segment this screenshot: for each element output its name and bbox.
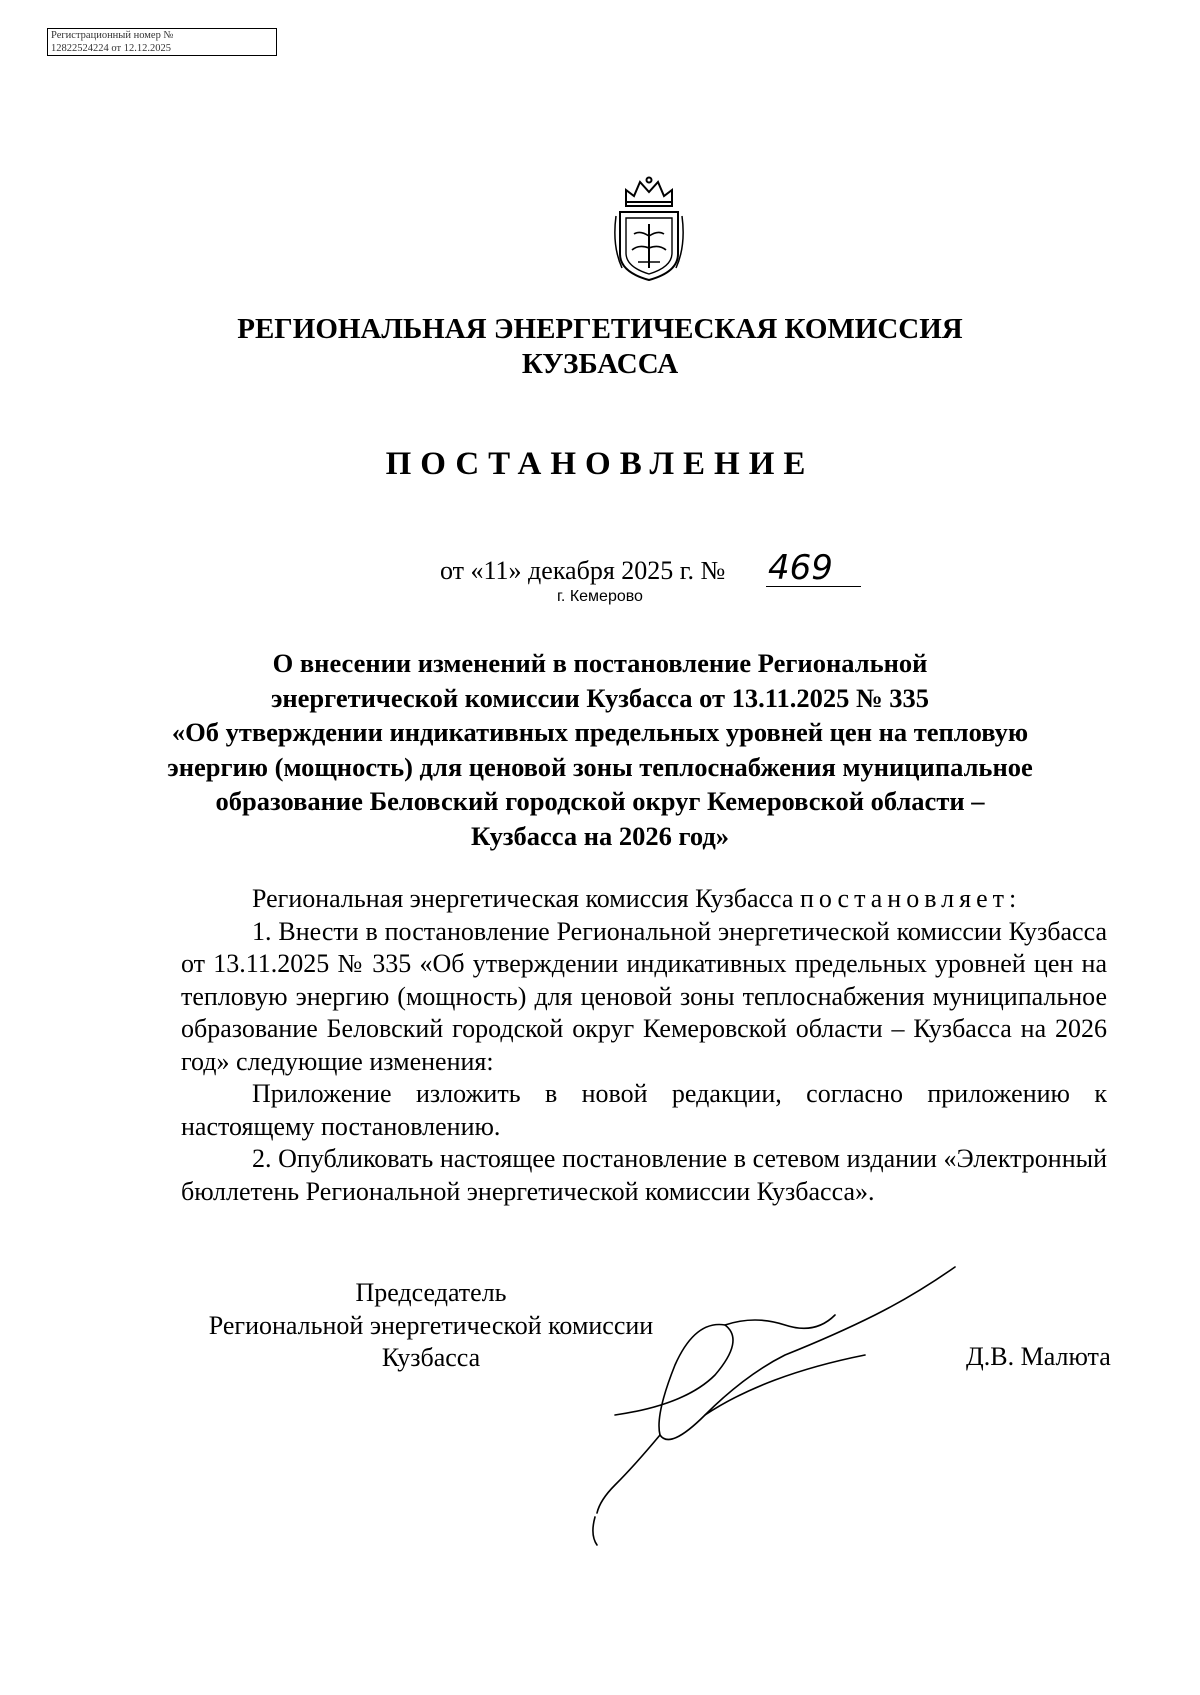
document-body bbox=[181, 883, 1107, 1208]
subject-line: Кузбасса на 2026 год» bbox=[471, 820, 729, 851]
stamp-line-1: Регистрационный номер № bbox=[51, 30, 174, 41]
signatory-name: Д.В. Малюта bbox=[966, 1342, 1111, 1371]
subject-line: энергию (мощность) для ценовой зоны теплоснабжения муниципальное bbox=[167, 751, 1033, 782]
signatory-title-line-3: Кузбасса bbox=[381, 1343, 481, 1372]
stamp-line-2: 12822524224 от 12.12.2025 bbox=[51, 42, 171, 54]
item-1-paragraph: 1. Внести в постановление Региональной энергетической комиссии Кузбасса от 13.11.2025 № 335 «Об утверждении индикативных предельных уровней цен на тепловую энергию (мощность) для ценовой зоны теплоснабжения муниципальное образование Беловский городской округ Кемеровской области – Кузбасса на 2026 год» следующие изменения: bbox=[181, 916, 1107, 1076]
signatory-title-line-1: Председатель bbox=[355, 1278, 507, 1307]
intro-paragraph bbox=[181, 883, 1107, 916]
kuzbass-coat-of-arms-icon bbox=[612, 176, 686, 284]
document-city: г. Кемерово bbox=[557, 588, 643, 605]
subject-line: энергетической комиссии Кузбасса от 13.11.2025 № 335 bbox=[270, 682, 930, 713]
registration-stamp bbox=[47, 28, 277, 56]
document-date: от «11» декабря 2025 г. № bbox=[440, 556, 726, 585]
subject-line: «Об утверждении индикативных предельных уровней цен на тепловую bbox=[171, 717, 1029, 747]
subject-line: образование Беловский городской округ Кемеровской области – bbox=[215, 786, 985, 816]
document-number: 469 bbox=[768, 548, 833, 588]
handwritten-signature-icon bbox=[575, 1255, 1035, 1555]
intro-action: постановляет: bbox=[799, 884, 1022, 913]
subject-line: О внесении изменений в постановление Региональной bbox=[272, 648, 928, 678]
document-type: ПОСТАНОВЛЕНИЕ bbox=[385, 446, 815, 482]
intro-lead: Региональная энергетическая комиссия Кузбасса bbox=[252, 884, 794, 913]
item-1-detail-paragraph: Приложение изложить в новой редакции, согласно приложению к настоящему постановлению. bbox=[181, 1079, 1107, 1141]
number-underline bbox=[766, 586, 861, 587]
signatory-title-line-2: Региональной энергетической комиссии bbox=[208, 1310, 654, 1340]
document-subject bbox=[0, 646, 1200, 853]
organization-name-line-2: КУЗБАССА bbox=[521, 348, 679, 380]
item-2-paragraph: 2. Опубликовать настоящее постановление в сетевом издании «Электронный бюллетень Региональной энергетической комиссии Кузбасса». bbox=[181, 1144, 1107, 1206]
organization-name-line-1: РЕГИОНАЛЬНАЯ ЭНЕРГЕТИЧЕСКАЯ КОМИССИЯ bbox=[237, 313, 963, 345]
